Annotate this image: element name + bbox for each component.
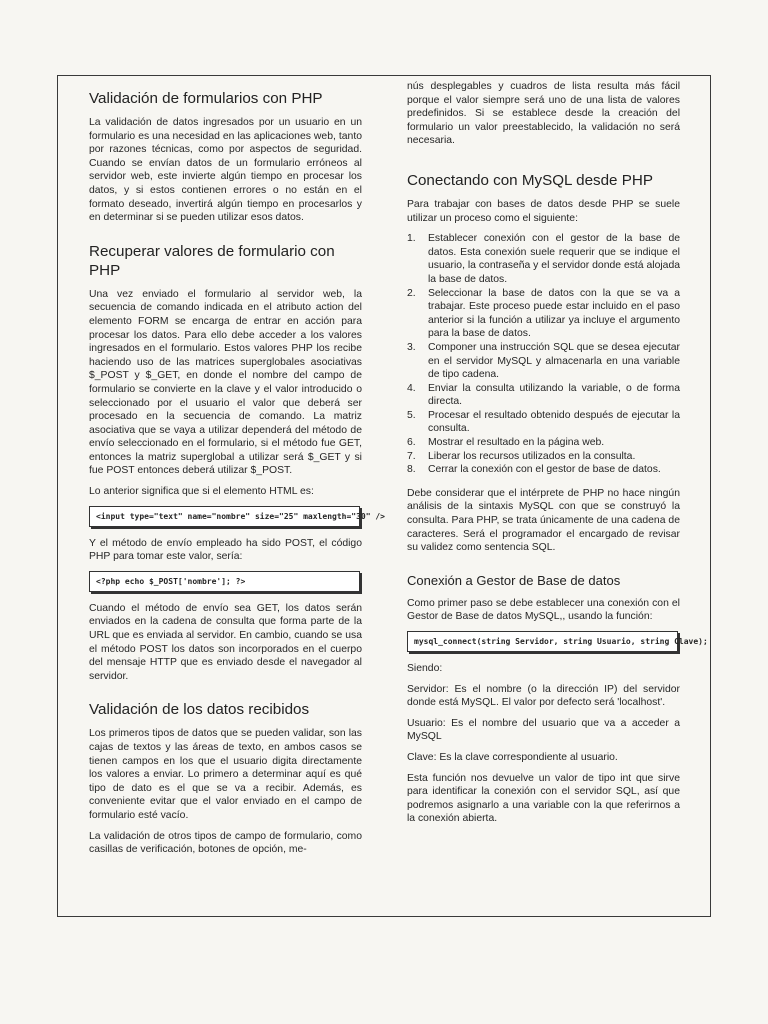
list-number: 8. (407, 464, 416, 476)
paragraph: Debe considerar que el intérprete de PHP no hace ningún análisis de la sintaxis MySQL con que se construyó la consulta. Para PHP, se trata únicamente de una cadena de caracteres. Será el programador el encargado de revisar su validez como sentencia SQL. (407, 487, 680, 554)
list-item-text: Componer una instrucción SQL que se desea ejecutar en el servidor MySQL y almacenarla en una variable de tipo cadena. (428, 341, 680, 381)
list-item-text: Enviar la consulta utilizando la variable, o de forma directa. (428, 382, 680, 408)
paragraph: La validación de otros tipos de campo de formulario, como casillas de verificación, botones de opción, me- (89, 830, 362, 856)
list-item-text: Seleccionar la base de datos con la que se va a trabajar. Este proceso puede estar incluido en el paso anterior si la función a utilizar ya incluye el argumento para la base de datos. (428, 287, 680, 340)
list-number: 2. (407, 287, 416, 299)
list-item (407, 341, 680, 382)
list-item (407, 436, 680, 450)
list-item (407, 463, 680, 477)
list-number: 5. (407, 409, 416, 421)
list-item (407, 450, 680, 464)
list-item-text: Mostrar el resultado en la página web. (428, 437, 605, 449)
paragraph: Lo anterior significa que si el elemento HTML es: (89, 486, 314, 498)
code-block-input-html: <input type="text" name="nombre" size="25" maxlength="30" /> (89, 506, 360, 527)
heading-recuperar-valores: Recuperar valores de formulario con PHP (89, 242, 335, 279)
paragraph: Usuario: Es el nombre del usuario que va a acceder a MySQL (407, 717, 680, 743)
paragraph: Una vez enviado el formulario al servidor web, la secuencia de comando indicada en el atributo action del elemento FORM se encarga de entrar en acción para procesar los datos. Para ello debe acceder a los valores ingresados en el formulario. Estos valores PHP los recibe haciendo uso de las matrices superglobales asociativas $_POST y $_GET, en donde el nombre del campo de formulario se convierte en la clave y el valor introducido o seleccionado por el usuario el valor que deberá ser procesado en la secuencia de comando. La matriz asociativa que se vaya a utilizar dependerá del método de envío seleccionado en el formulario, si el método fue GET, entonces la matriz superglobal a utilizar será $_GET y si fue POST entonces deberá utilizar $_POST. (89, 288, 362, 477)
list-item (407, 232, 680, 286)
list-item-text: Procesar el resultado obtenido después de ejecutar la consulta. (428, 409, 680, 435)
list-item-text: Cerrar la conexión con el gestor de base de datos. (428, 464, 661, 476)
paragraph: Cuando el método de envío sea GET, los datos serán enviados en la cadena de consulta que forma parte de la URL que es enviada al servidor. En cambio, cuando se usa el método POST los datos son incorporados en el cuerpo del mensaje HTTP que es enviado desde el navegador al servidor. (89, 602, 362, 682)
list-number: 3. (407, 341, 416, 353)
paragraph: Clave: Es la clave correspondiente al usuario. (407, 751, 618, 763)
heading-conectando-mysql: Conectando con MySQL desde PHP (407, 171, 653, 189)
heading-validacion-formularios: Validación de formularios con PHP (89, 90, 323, 107)
paragraph: Para trabajar con bases de datos desde PHP se suele utilizar un proceso como el siguiente: (407, 198, 680, 224)
paragraph: Y el método de envío empleado ha sido POST, el código PHP para tomar este valor, sería: (89, 537, 362, 563)
list-item (407, 382, 680, 409)
list-item-text: Liberar los recursos utilizados en la consulta. (428, 450, 636, 462)
list-item (407, 409, 680, 436)
paragraph: nús desplegables y cuadros de lista resulta más fácil porque el valor siempre será uno de una lista de valores predefinidos. Si se establece desde la creación del formulario un valor preestablecido, la validación no será necesaria. (407, 81, 680, 147)
list-number: 1. (407, 233, 416, 245)
right-column (407, 80, 708, 833)
steps-list (407, 232, 680, 477)
code-block-mysql-connect: mysql_connect(string Servidor, string Usuario, string Clave); (407, 631, 678, 652)
list-number: 6. (407, 437, 416, 449)
paragraph: Esta función nos devuelve un valor de tipo int que sirve para identificar la conexión con el servidor SQL, así que podremos asignarlo a una variable con la que referirnos a la conexión abierta. (407, 772, 680, 825)
code-block-php-echo: <?php echo $_POST['nombre']; ?> (89, 571, 360, 592)
list-item (407, 287, 680, 341)
left-column (89, 89, 385, 864)
paragraph: Los primeros tipos de datos que se pueden validar, son las cajas de textos y las áreas de texto, en ambos casos se tienen campos en los que el usuario digita directamente los valores a enviar. Lo primero a determinar aquí es qué tipo de dato es el que se va a recibir. Además, es conveniente evitar que el valor enviado en el campo de formulario esté vacío. (89, 728, 362, 821)
document-page (57, 75, 711, 917)
paragraph: Como primer paso se debe establecer una conexión con el Gestor de Base de datos MySQL,, usando la función: (407, 597, 680, 623)
list-item-text: Establecer conexión con el gestor de la base de datos. Esta conexión suele requerir que se indique el usuario, la contraseña y el servidor donde está alojada la base de datos. (428, 233, 680, 285)
paragraph: La validación de datos ingresados por un usuario en un formulario es una necesidad en las aplicaciones web, tanto por razones técnicas, como por aspectos de seguridad. Cuando se envían datos de un formulario erróneos al servidor web, este invierte algún tiempo en procesar los datos, y si estos contienen errores o no están en el formato deseado, invertirá algún tiempo en procesarlos y en determinar si se pueden utilizar esos datos. (89, 117, 362, 224)
heading-conexion-gestor: Conexión a Gestor de Base de datos (407, 572, 621, 588)
list-number: 7. (407, 450, 416, 462)
paragraph: Siendo: (407, 663, 443, 674)
list-number: 4. (407, 382, 416, 394)
paragraph: Servidor: Es el nombre (o la dirección IP) del servidor donde está MySQL. El valor por defecto será 'localhost'. (407, 683, 680, 709)
heading-validacion-datos: Validación de los datos recibidos (89, 701, 310, 719)
